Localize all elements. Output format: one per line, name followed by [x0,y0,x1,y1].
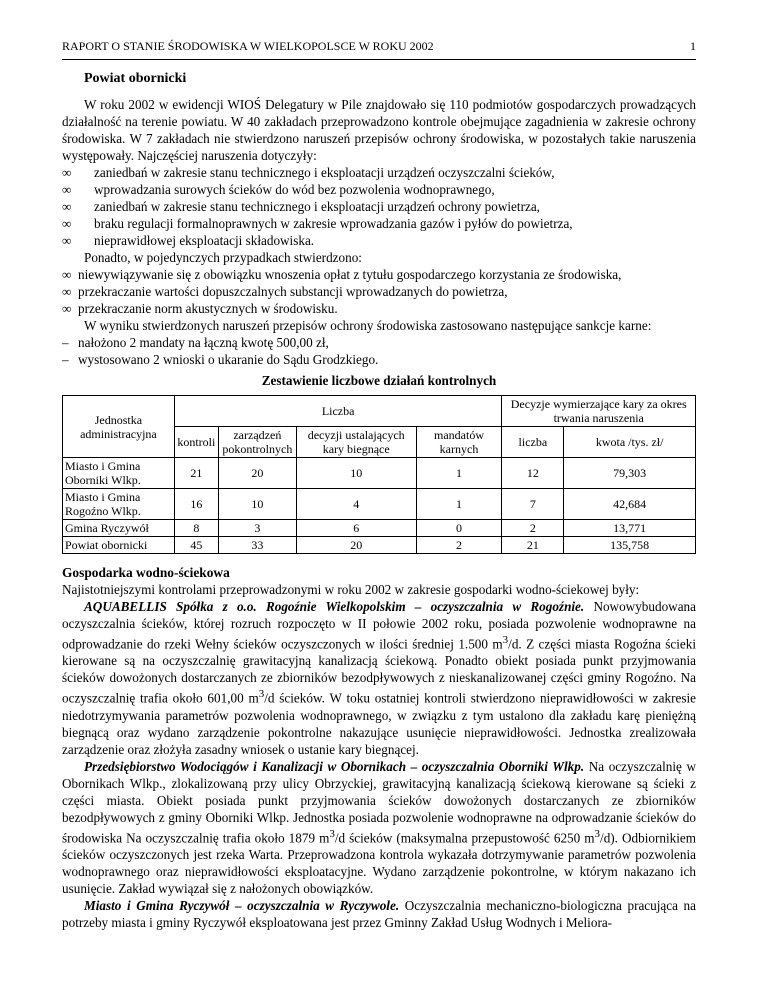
header-kwota: kwota /tys. zł/ [564,427,696,458]
header-decyzji: decyzji ustalających kary biegnące [296,427,416,458]
header-title: RAPORT O STANIE ŚRODOWISKA W WIELKOPOLSCE W ROKU 2002 [62,39,434,53]
list-item: ∞ przekraczanie wartości dopuszczalnych substancji wprowadzanych do powietrza, [62,284,508,299]
infinity-bullet-icon: ∞ [62,233,72,248]
content [62,70,696,931]
water-paragraph-oborniki: Przedsiębiorstwo Wodociągów i Kanalizacji w Obornikach – oczyszczalnia Oborniki Wlkp. Na oczyszczalnię w Obornikach Wlkp., zlokalizowaną przy ulicy Obrzyckiej, grawitacyjną kanalizacją ściekową kierowane są ścieki z części miasta. Obiekt posiada punkt przyjmowania ścieków dowożonych dostarczanych ze zbiorników bezodpływowych z gminy Oborniki Wlkp. Jednostka posiada pozwolenie wodnoprawne na odprowadzanie ścieków do środowiska Na oczyszczalnię trafia około 1879 $m^3/d$ ścieków (maksymalna przepustowość 6250 $m^3/d$). Odbiornikiem ścieków oczyszczonych jest rzeka Warta. Przeprowadzona kontrola wykazała dotrzymywanie parametrów pozwolenia wodnoprawnego oraz nieprawidłowości eksploatacyjne. Wydano zarządzenie pokontrolne, w którym nakazano ich usunięcie. Zakład wywiązał się z nałożonych obowiązków. [62,758,696,897]
header-mandatow: mandatów karnych [416,427,502,458]
list-item: ∞ nieprawidłowej eksploatacji składowiska. [62,233,315,248]
water-section-title: Gospodarka wodno-ściekowa [62,565,230,580]
list-item: ∞ braku regulacji formalnoprawnych w zakresie wprowadzania gazów i pyłów do powietrza, [62,216,573,231]
infinity-bullet-icon: ∞ [62,301,72,316]
header-zarzadzen: zarządzeń pokontrolnych [218,427,296,458]
header-liczba: liczba [502,427,564,458]
violations-main-list [62,164,696,249]
list-item: – nałożono 2 mandaty na łączną kwotę 500,00 zł, [62,335,329,350]
header-kontroli: kontroli [174,427,218,458]
header-count-group: Liczba [174,396,502,427]
sanctions-list [62,334,696,368]
list-item: ∞ niewywiązywanie się z obowiązku wnoszenia opłat z tytułu gospodarczego korzystania ze środowiska, [62,267,622,282]
infinity-bullet-icon: ∞ [62,165,72,180]
intro-paragraph: W roku 2002 w ewidencji WIOŚ Delegatury w Pile znajdowało się 110 podmiotów gospodarczych prowadzących działalność na terenie powiatu. W 40 zakładach przeprowadzono kontrole obejmujące zagadnienia w zakresie ochrony środowiska. W 7 zakładach nie stwierdzono naruszeń przepisów ochrony środowiska, w pozostałych takie naruszenia występowały. Najczęściej naruszenia dotyczyły: [62,97,696,163]
water-paragraph-ryczywol: Miasto i Gmina Ryczywół – oczyszczalnia w Ryczywole. Oczyszczalnia mechaniczno-biologiczna pracująca na potrzeby miasta i gminy Ryczywół eksploatowana jest przez Gminny Zakład Usług Wodnych i Meliora- [62,898,697,931]
sanctions-intro: W wyniku stwierdzonych naruszeń przepisów ochrony środowiska zastosowano następujące sankcje karne: [84,318,652,333]
infinity-bullet-icon: ∞ [62,284,72,299]
violations-individual-list [62,266,696,317]
control-stats-table [62,395,696,554]
list-item: – wystosowano 2 wnioski o ukaranie do Sądu Grodzkiego. [62,352,379,367]
list-item: ∞ wprowadzania surowych ścieków do wód bez pozwolenia wodnoprawnego, [62,182,495,197]
header-divider [62,59,696,60]
infinity-bullet-icon: ∞ [62,216,72,231]
infinity-bullet-icon: ∞ [62,182,72,197]
list-item: ∞ zaniedbań w zakresie stanu technicznego i eksploatacji urządzeń ochrony powietrza, [62,199,540,214]
water-intro: Najistotniejszymi kontrolami przeprowadzonymi w roku 2002 w zakresie gospodarki wodno-ściekowej były: [62,582,640,597]
table-row-total: Powiat obornicki 45 33 20 2 21 135,758 [63,537,696,554]
table-row: Miasto i Gmina Rogoźno Wlkp. 16 10 4 1 7 42,684 [63,489,696,520]
page-number: 1 [690,39,696,53]
dash-bullet-icon: – [62,352,69,367]
infinity-bullet-icon: ∞ [62,199,72,214]
water-section [62,564,696,931]
water-paragraph-rogozno: AQUABELLIS Spółka z o.o. Rogoźnie Wielkopolskim – oczyszczalnia w Rogoźnie. Nowowybudowana oczyszczalnia ścieków, której rozruch rozpoczęto w II połowie 2002 roku, posiada pozwolenie wodnoprawne na odprowadzanie do rzeki Wełny ścieków oczyszczonych w ilości średniej 1.500 $m^3/d$. Z części miasta Rogoźna ścieki kierowane są na oczyszczalnię grawitacyjną kanalizacją ściekową. Ponadto obiekt posiada punkt przyjmowania ścieków dowożonych dostarczanych ze zbiorników bezodpływowych z nieskanalizowanej części gminy Rogoźno. Na oczyszczalnię trafia około 601,00 $m^3/d$ ścieków. W toku ostatniej kontroli stwierdzono nieprawidłowości w zakresie niedotrzymywania parametrów pozwolenia wodnoprawnego, w związku z tym ustalono dla zakładu karę pieniężną biegnącą oraz wydano zarządzenie pokontrolne nakazujące usunięcie nieprawidłowości. Jednostka zrealizowała zarządzenie oraz złożyła zasadny wniosek o ustanie kary biegnącej. [62,599,696,757]
header-decisions-group: Decyzje wymierzające kary za okres trwania naruszenia [502,396,696,427]
infinity-bullet-icon: ∞ [62,267,72,282]
list-item: ∞ przekraczanie norm akustycznych w środowisku. [62,301,338,316]
table-caption: Zestawienie liczbowe działań kontrolnych [261,373,497,388]
individual-intro: Ponadto, w pojedynczych przypadkach stwierdzono: [84,250,362,265]
table-row: Gmina Ryczywół 8 3 6 0 2 13,771 [63,520,696,537]
table-row: Miasto i Gmina Oborniki Wlkp. 21 20 10 1 12 79,303 [63,458,696,489]
dash-bullet-icon: – [62,335,69,350]
running-header [62,39,696,54]
header-unit: Jednostka administracyjna [63,396,175,458]
section-title: Powiat obornicki [84,71,187,86]
list-item: ∞ zaniedbań w zakresie stanu technicznego i eksploatacji urządzeń oczyszczalni ścieków, [62,165,555,180]
